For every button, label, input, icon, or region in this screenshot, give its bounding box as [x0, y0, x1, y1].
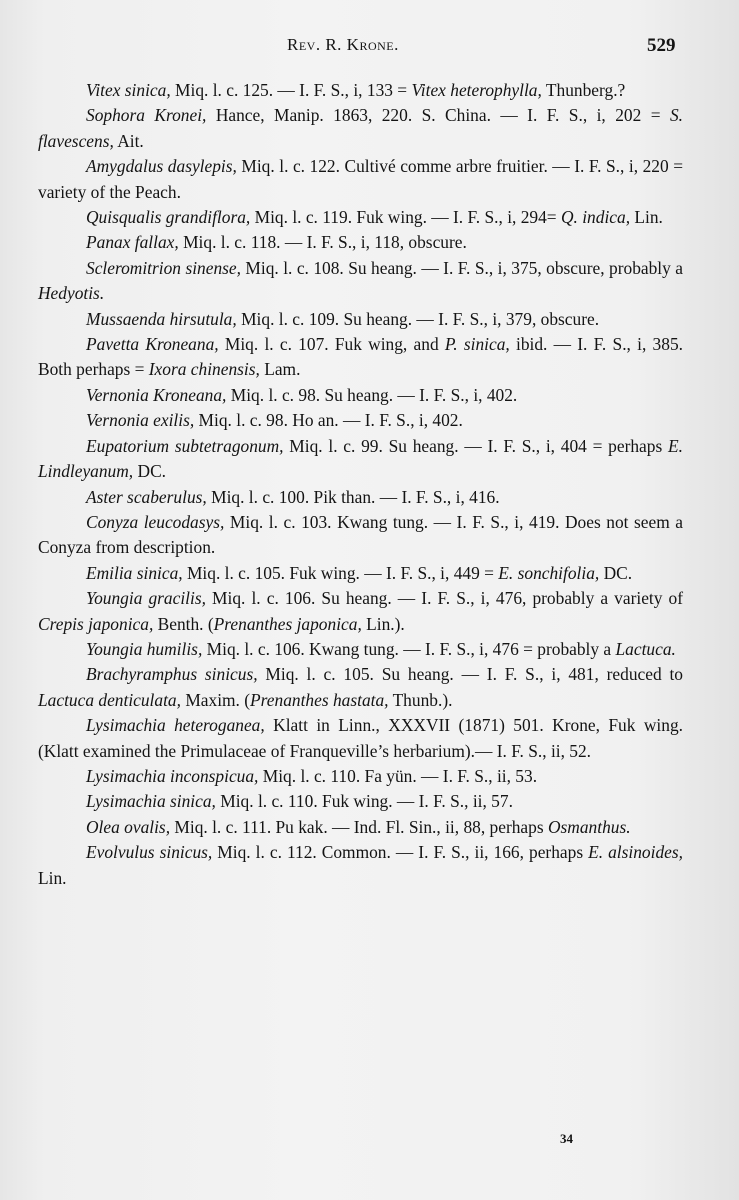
species-name: Mussaenda hirsutula, [86, 308, 237, 329]
entry-text: Miq. l. c. 118. — I. F. S., i, 118, obscure. [178, 232, 467, 253]
entry-text: DC. [133, 461, 167, 482]
species-entry [38, 307, 683, 332]
species-reference: Vitex heterophylla, [411, 80, 542, 100]
species-entry [38, 485, 683, 510]
species-entry [38, 510, 683, 561]
species-reference: Prenanthes japonica, [213, 613, 362, 634]
species-entry [38, 789, 683, 814]
species-entry [38, 561, 683, 586]
species-name: Brachyramphus sinicus, [86, 664, 258, 685]
species-name: Vernonia Kroneana, [86, 384, 227, 405]
species-entry [38, 332, 683, 383]
species-entry [38, 408, 683, 433]
signature-mark: 34 [560, 1131, 573, 1146]
entry-text: Klatt in Linn., XXXVII (1871) 501. Krone, Fuk wing. (Klatt examined the Primulaceae of Franqueville’s herbarium).— I. F. S., ii, 52. [38, 715, 683, 761]
entry-text: ibid. — I. F. S., i, 385. Both perhaps = [38, 334, 683, 380]
entry-text: Miq. l. c. 107. Fuk wing, and [218, 334, 445, 355]
species-entry [38, 713, 683, 764]
species-name: Olea ovalis, [86, 816, 171, 837]
species-reference: Hedyotis. [38, 283, 105, 304]
species-name: Panax fallax, [86, 232, 179, 253]
entry-text: Lin. [38, 867, 67, 888]
species-entry [38, 78, 683, 103]
species-entry [38, 383, 683, 408]
species-reference: Lactuca denticulata, [38, 689, 181, 710]
species-name: Vitex sinica, [86, 80, 171, 100]
species-reference: E. sonchifolia, [498, 562, 600, 583]
species-name: Sophora Kronei, [86, 105, 207, 126]
species-name: Youngia humilis, [86, 638, 203, 659]
entry-text: Miq. l. c. 105. Fuk wing. — I. F. S., i, 449 = [182, 562, 499, 583]
species-name: Eupatorium subtetragonum, [86, 435, 284, 456]
running-head [0, 33, 739, 63]
species-entry [38, 256, 683, 307]
species-name: Lysimachia inconspicua, [86, 765, 259, 786]
entry-text: Miq. l. c. 100. Pik than. — I. F. S., i, 416. [206, 486, 500, 507]
species-reference: P. sinica, [444, 334, 510, 355]
entry-text: Miq. l. c. 119. Fuk wing. — I. F. S., i, 294= [250, 207, 561, 228]
entry-text: Miq. l. c. 105. Su heang. — I. F. S., i, 481, reduced to [257, 664, 683, 685]
species-name: Conyza leucodasys, [86, 511, 225, 532]
species-entry [38, 815, 683, 840]
entry-text: Miq. l. c. 111. Pu kak. — Ind. Fl. Sin., ii, 88, perhaps [170, 816, 548, 837]
entry-text: Miq. l. c. 108. Su heang. — I. F. S., i, 375, obscure, probably a [240, 257, 683, 278]
species-entry [38, 764, 683, 789]
species-name: Scleromitrion sinense, [86, 257, 241, 278]
species-entry [38, 230, 683, 255]
entry-text: Miq. l. c. 103. Kwang tung. — I. F. S., i, 419. Does not seem a Conyza from description. [38, 511, 683, 558]
species-reference: Ixora chinensis, [148, 359, 260, 380]
entry-text: Miq. l. c. 112. Common. — I. F. S., ii, 166, perhaps [212, 842, 589, 863]
entry-text: Lin. [630, 207, 663, 228]
entry-text: Miq. l. c. 98. Ho an. — I. F. S., i, 402. [194, 410, 463, 431]
species-reference: Lactuca. [615, 638, 676, 659]
species-name: Aster scaberulus, [86, 486, 207, 507]
species-name: Emilia sinica, [86, 562, 183, 583]
entry-text: Miq. l. c. 106. Kwang tung. — I. F. S., i, 476 = probably a [202, 638, 616, 659]
species-reference: E. alsinoides, [588, 842, 683, 863]
species-entry [38, 662, 683, 713]
entry-text: Miq. l. c. 106. Su heang. — I. F. S., i, 476, probably a variety of [205, 588, 684, 609]
entry-text: Miq. l. c. 125. — I. F. S., i, 133 = [170, 80, 412, 100]
species-name: Evolvulus sinicus, [86, 842, 213, 863]
species-name: Lysimachia sinica, [86, 791, 216, 812]
page-number: 529 [647, 35, 676, 56]
entry-text: Thunberg.? [541, 80, 626, 100]
entry-text: Hance, Manip. 1863, 220. S. China. — I. F. S., i, 202 = [206, 105, 670, 126]
entry-text: Miq. l. c. 99. Su heang. — I. F. S., i, 404 = perhaps [283, 435, 668, 456]
species-reference: Q. indica, [560, 207, 631, 228]
running-head-title: Rev. R. Krone. [287, 35, 399, 54]
entry-text: Thunb.). [388, 689, 453, 710]
entry-text: Miq. l. c. 110. Fa yün. — I. F. S., ii, 53. [258, 765, 538, 786]
species-name: Pavetta Kroneana, [86, 334, 219, 355]
entry-text: Ait. [113, 130, 144, 151]
species-reference: Prenanthes hastata, [250, 689, 389, 710]
entry-text: Miq. l. c. 122. Cultivé comme arbre fruitier. — I. F. S., i, 220 = variety of the Peach. [38, 156, 683, 202]
entry-text: DC. [599, 562, 633, 583]
species-reference: Crepis japonica, [38, 613, 154, 634]
species-entry [38, 434, 683, 485]
species-entry [38, 154, 683, 205]
entry-text: Miq. l. c. 98. Su heang. — I. F. S., i, 402. [226, 384, 518, 405]
entry-text: Lam. [259, 359, 301, 380]
species-reference: S. flavescens, [38, 105, 683, 151]
species-entry [38, 840, 683, 891]
entry-text: Maxim. ( [180, 689, 251, 710]
species-entry [38, 586, 683, 637]
species-name: Youngia gracilis, [86, 588, 206, 609]
entry-text: Benth. ( [153, 613, 214, 634]
species-entry [38, 103, 683, 154]
entry-text: Lin.). [361, 613, 405, 634]
species-list [38, 78, 683, 891]
species-reference: E. Lindleyanum, [38, 435, 683, 482]
species-name: Quisqualis grandiflora, [86, 207, 251, 228]
species-name: Lysimachia heteroganea, [86, 715, 265, 736]
species-entry [38, 637, 683, 662]
species-entry [38, 205, 683, 230]
species-reference: Osmanthus. [547, 816, 631, 837]
species-name: Vernonia exilis, [86, 410, 195, 431]
species-name: Amygdalus dasylepis, [86, 156, 237, 177]
entry-text: Miq. l. c. 110. Fuk wing. — I. F. S., ii, 57. [215, 791, 513, 812]
entry-text: Miq. l. c. 109. Su heang. — I. F. S., i, 379, obscure. [236, 308, 600, 329]
